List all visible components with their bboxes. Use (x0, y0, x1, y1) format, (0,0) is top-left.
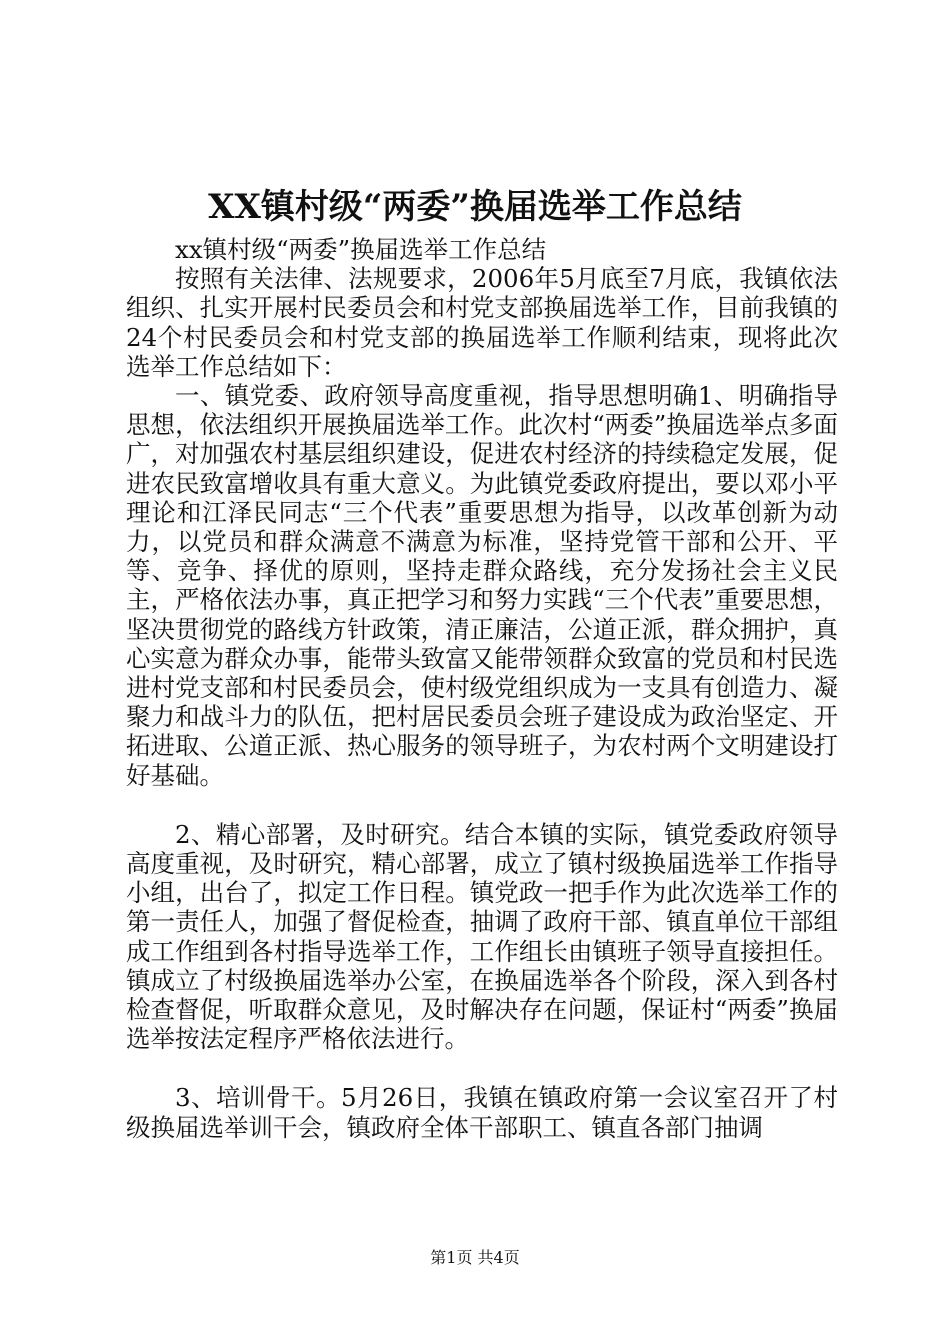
paragraph-section-2: 2、精心部署，及时研究。结合本镇的实际，镇党委政府领导高度重视，及时研究，精心部署，成立了镇村级换届选举工作指导小组，出台了，拟定工作日程。镇党政一把手作为此次选举工作的第一责任人，加强了督促检查，抽调了政府干部、镇直单位干部组成工作组到各村指导选举工作，工作组长由镇班子领导直接担任。镇成立了村级换届选举办公室，在换届选举各个阶段，深入到各村检查督促，听取群众意见，及时解决存在问题，保证村“两委”换届选举按法定程序严格依法进行。 (126, 819, 838, 1054)
document-title: XX镇村级“两委”换届选举工作总结 (208, 187, 742, 227)
page-number: 第1页 共4页 (430, 1248, 520, 1267)
paragraph-section-1: 一、镇党委、政府领导高度重视，指导思想明确1、明确指导思想，依法组织开展换届选举工作。此次村“两委”换届选举点多面广，对加强农村基层组织建设，促进农村经济的持续稳定发展，促进农民致富增收具有重大意义。为此镇党委政府提出，要以邓小平理论和江泽民同志“三个代表”重要思想为指导，以改革创新为动力，以党员和群众满意不满意为标准，坚持党管干部和公开、平等、竞争、择优的原则，坚持走群众路线，充分发扬社会主义民主，严格依法办事，真正把学习和努力实践“三个代表”重要思想，坚决贯彻党的路线方针政策，清正廉洁，公道正派，群众拥护，真心实意为群众办事，能带头致富又能带领群众致富的党员和村民选进村党支部和村民委员会，使村级党组织成为一支具有创造力、凝聚力和战斗力的队伍，把村居民委员会班子建设成为政治坚定、开拓进取、公道正派、热心服务的领导班子，为农村两个文明建设打好基础。 (126, 381, 838, 790)
paragraph-section-3: 3、培训骨干。5月26日，我镇在镇政府第一会议室召开了村级换届选举训干会，镇政府全体干部职工、镇直各部门抽调 (126, 1083, 838, 1142)
paragraph-intro: 按照有关法律、法规要求，2006年5月底至7月底，我镇依法组织、扎实开展村民委员会和村党支部换届选举工作，目前我镇的24个村民委员会和村党支部的换届选举工作顺利结束，现将此次选举工作总结如下： (126, 264, 838, 381)
document-body (126, 235, 838, 1142)
document-subtitle: xx镇村级“两委”换届选举工作总结 (175, 235, 547, 264)
